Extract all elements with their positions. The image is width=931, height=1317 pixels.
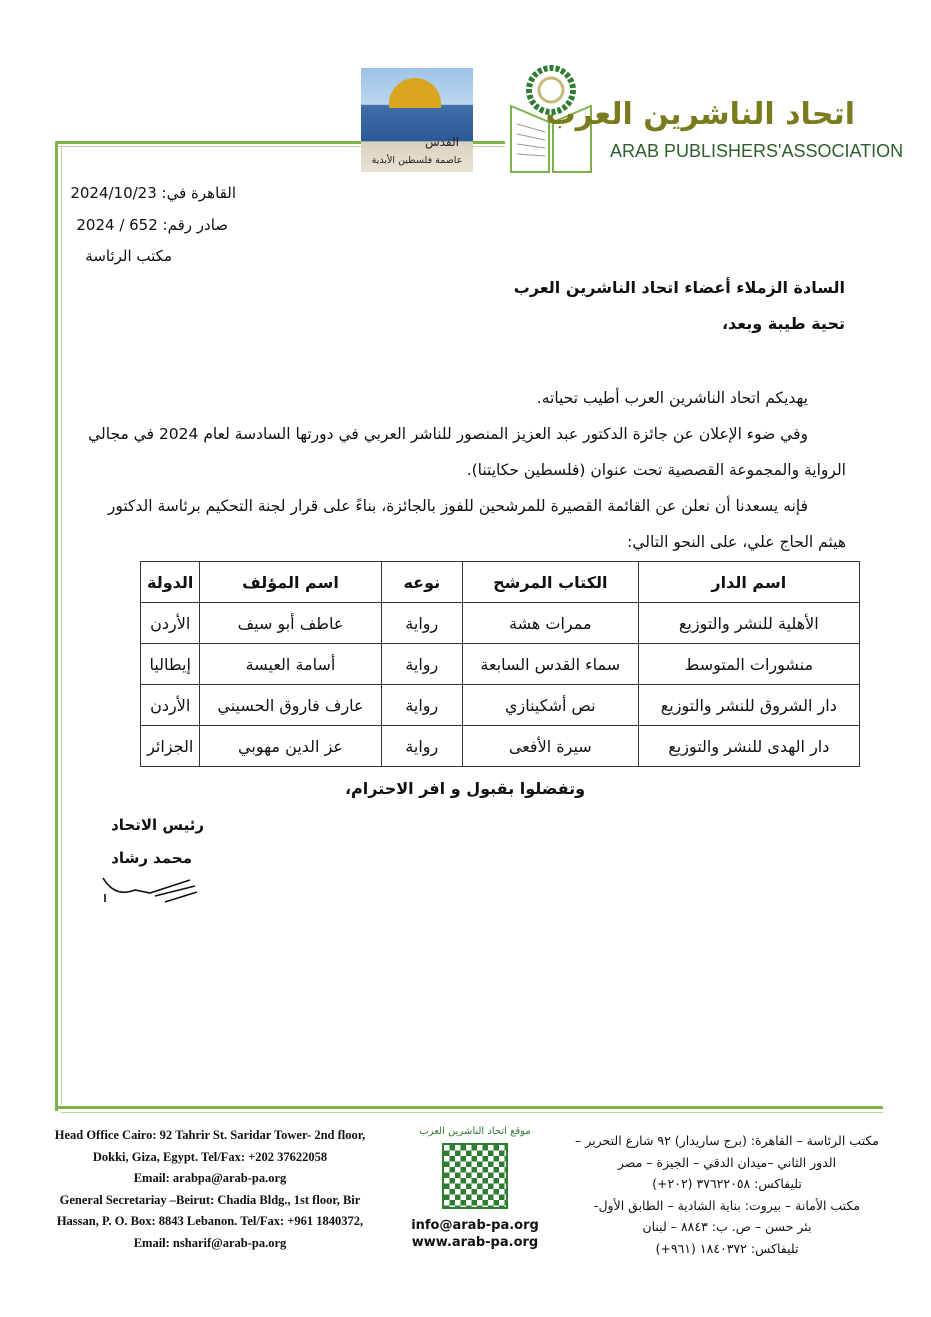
table-row	[141, 644, 860, 685]
office-name: مكتب الرئاسة	[85, 247, 172, 265]
country-cell: إيطاليا	[141, 644, 200, 685]
publisher-cell: دار الشروق للنشر والتوزيع	[638, 685, 859, 726]
book-cell: ممرات هشة	[462, 603, 638, 644]
footer-ar-line: تليفاكس: ٣٧٦٢٢٠٥٨ (٢٠٢+)	[652, 1176, 802, 1191]
paragraph-award: وفي ضوء الإعلان عن جائزة الدكتور عبد العزيز المنصور للناشر العربي في دورتها السادسة لعام 2024 في مجالي الرواية والمجموعة القصصية تحت عنوان (فلسطين حكايتنا).	[88, 425, 846, 479]
genre-cell: رواية	[381, 726, 462, 767]
signer-name: محمد رشاد	[111, 849, 192, 867]
footer-en-line: Head Office Cairo: 92 Tahrir St. Saridar Tower- 2nd floor,	[54, 1128, 366, 1142]
signer-title: رئيس الاتحاد	[111, 816, 204, 834]
footer-ar-line: بئر حسن – ص. ب: ٨٨٤٣ – لبنان	[642, 1219, 812, 1234]
org-name-english: ARAB PUBLISHERS'ASSOCIATION	[610, 141, 904, 161]
org-name-arabic: اتحاد الناشرين العرب	[545, 97, 855, 132]
addressee: السادة الزملاء أعضاء اتحاد الناشرين العرب	[513, 278, 845, 297]
greeting: تحية طيبة وبعد،	[721, 314, 845, 333]
letter-body	[84, 380, 846, 560]
footer-en-line: Hassan, P. O. Box: 8843 Lebanon. Tel/Fax: +961 1840372,	[56, 1214, 364, 1228]
author-cell: عاطف أبو سيف	[200, 603, 381, 644]
qr-caption: موقع اتحاد الناشرين العرب	[419, 1126, 531, 1137]
table-row	[141, 726, 860, 767]
genre-cell: رواية	[381, 685, 462, 726]
badge-subtitle: عاصمة فلسطين الأبدية	[371, 155, 463, 166]
badge-title: القدس	[424, 135, 459, 149]
footer-arabic-address	[552, 1130, 902, 1259]
footer-en-line: Dokki, Giza, Egypt. Tel/Fax: +202 37622058	[92, 1149, 328, 1164]
genre-cell: رواية	[381, 644, 462, 685]
col-header-publisher: اسم الدار	[638, 562, 859, 603]
table-row	[141, 685, 860, 726]
jerusalem-badge	[361, 68, 473, 172]
paragraph-intro: يهديكم اتحاد الناشرين العرب أطيب تحياته.	[536, 389, 808, 407]
footer-en-email: Email: arabpa@arab-pa.org	[133, 1171, 287, 1185]
frame-left-border-inner	[61, 147, 62, 1105]
publisher-cell: الأهلية للنشر والتوزيع	[638, 603, 859, 644]
footer-en-email: Email: nsharif@arab-pa.org	[133, 1235, 287, 1250]
col-header-genre: نوعه	[381, 562, 462, 603]
country-cell: الجزائر	[141, 726, 200, 767]
author-cell: أسامة العيسة	[200, 644, 381, 685]
footer-center	[405, 1125, 545, 1251]
book-cell: سيرة الأفعى	[462, 726, 638, 767]
author-cell: عارف فاروق الحسيني	[200, 685, 381, 726]
frame-bottom-border	[55, 1106, 883, 1109]
paragraph-shortlist: فإنه يسعدنا أن نعلن عن القائمة القصيرة للمرشحين للفوز بالجائزة، بناءً على قرار لجنة التحكيم برئاسة الدكتور هيثم الحاج علي، على النحو التالي:	[107, 497, 846, 551]
col-header-book: الكتاب المرشح	[462, 562, 638, 603]
footer-website-link[interactable]: www.arab-pa.org	[411, 1235, 539, 1250]
footer-ar-line: مكتب الأمانة – بيروت: بناية الشادية – الطابق الأول-	[593, 1197, 861, 1213]
dome-icon	[389, 78, 441, 108]
footer-english-address	[40, 1125, 380, 1254]
footer-en-line: General Secretariay –Beirut: Chadia Bldg., 1st floor, Bir	[59, 1192, 361, 1207]
table-header-row	[141, 562, 860, 603]
publisher-cell: دار الهدى للنشر والتوزيع	[638, 726, 859, 767]
genre-cell: رواية	[381, 603, 462, 644]
footer-ar-line: مكتب الرئاسة – القاهرة: (برج ساريدار) ٩٢ شارع التحرير –	[575, 1133, 879, 1148]
closing-line: وتفضلوا بقبول و افر الاحترام،	[344, 779, 586, 798]
book-cell: سماء القدس السابعة	[462, 644, 638, 685]
publisher-cell: منشورات المتوسط	[638, 644, 859, 685]
frame-bottom-border-inner	[61, 1112, 883, 1113]
book-cell: نص أشكينازي	[462, 685, 638, 726]
country-cell: الأردن	[141, 603, 200, 644]
country-cell: الأردن	[141, 685, 200, 726]
footer-ar-line: تليفاكس: ١٨٤٠٣٧٢ (٩٦١+)	[655, 1240, 799, 1256]
table-row	[141, 603, 860, 644]
letter-date: القاهرة في: 2024/10/23	[70, 184, 236, 202]
signature-icon	[95, 868, 205, 908]
frame-left-border	[55, 141, 58, 1111]
col-header-author: اسم المؤلف	[200, 562, 381, 603]
reference-number: صادر رقم: 652 / 2024	[76, 216, 228, 234]
shortlist-table	[140, 561, 860, 767]
col-header-country: الدولة	[141, 562, 200, 603]
footer-email-link[interactable]: info@arab-pa.org	[411, 1218, 539, 1233]
qr-code-icon	[442, 1143, 508, 1209]
footer-ar-line: الدور الثاني –ميدان الدقي – الجيزة – مصر	[617, 1154, 837, 1170]
author-cell: عز الدين مهوبي	[200, 726, 381, 767]
